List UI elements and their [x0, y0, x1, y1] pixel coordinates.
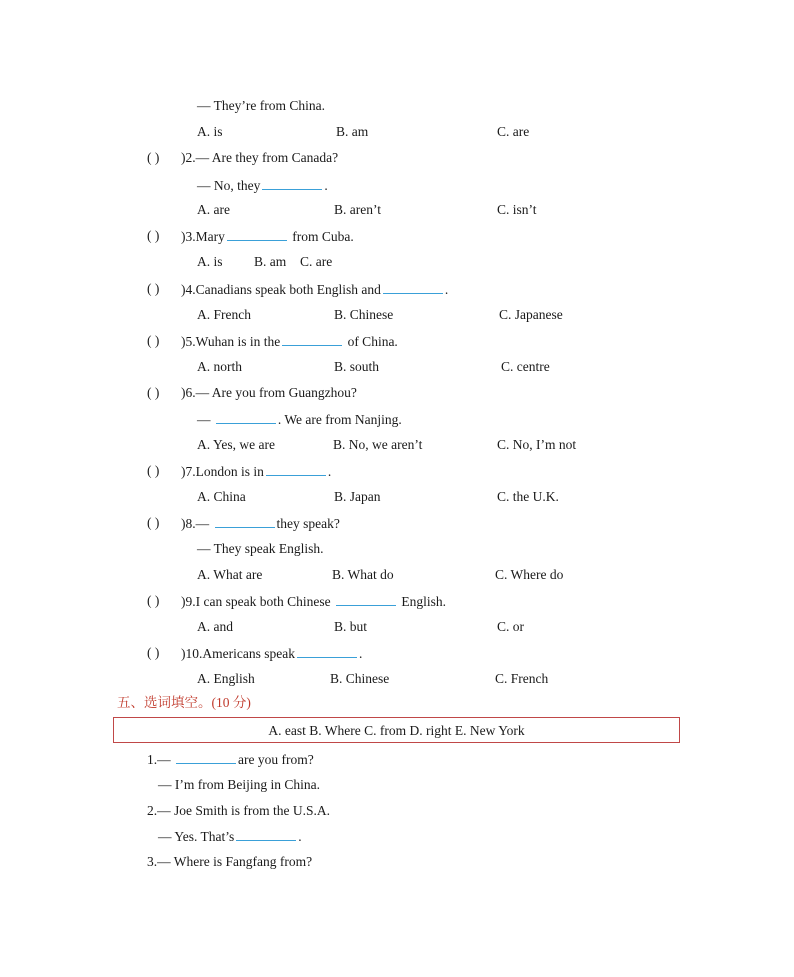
q9-option-b: B. but: [334, 619, 368, 634]
q10-option-a: A. English: [197, 671, 255, 686]
q5-answer-paren: ( ): [147, 333, 160, 348]
q8-stem-prefix: )8.—: [181, 516, 210, 531]
q10-stem-prefix: )10.Americans speak: [181, 646, 295, 661]
q4-option-c: C. Japanese: [499, 307, 563, 322]
q10-stem-suffix: .: [358, 646, 363, 661]
q10-option-b: B. Chinese: [330, 671, 390, 686]
q2-answer-paren: ( ): [147, 150, 160, 165]
q10-option-c: C. French: [495, 671, 549, 686]
q9-blank[interactable]: [336, 593, 396, 606]
q2-answer-line: [197, 177, 328, 194]
q6-answer-prefix: —: [197, 412, 211, 427]
q4-option-a: A. French: [197, 307, 251, 322]
q7-option-c: C. the U.K.: [497, 489, 559, 504]
s5-item-2-suffix: .: [298, 829, 302, 844]
q8-stem: [181, 515, 340, 532]
q3-option-c: C. are: [300, 254, 333, 269]
q2-option-b: B. aren’t: [334, 202, 381, 217]
q4-stem-suffix: .: [444, 282, 449, 297]
q8-answer-paren: ( ): [147, 515, 160, 530]
q6-answer-line: [197, 411, 402, 428]
q7-stem: [181, 463, 331, 480]
s5-item-2-prefix: — Yes. That’s: [158, 829, 235, 844]
q5-stem-prefix: )5.Wuhan is in the: [181, 334, 281, 349]
q6-option-a: A. Yes, we are: [197, 437, 275, 452]
q1-answer: — They’re from China.: [197, 98, 325, 113]
q7-blank[interactable]: [266, 463, 326, 476]
q1-option-c: C. are: [497, 124, 530, 139]
q9-option-a: A. and: [197, 619, 233, 634]
q9-option-c: C. or: [497, 619, 524, 634]
q10-stem: [181, 645, 362, 662]
q7-answer-paren: ( ): [147, 463, 160, 478]
q4-stem: [181, 281, 448, 298]
q2-option-c: C. isn’t: [497, 202, 537, 217]
section-5-title: 五、选词填空。(10 分): [117, 695, 251, 710]
q6-answer-paren: ( ): [147, 385, 160, 400]
q4-option-b: B. Chinese: [334, 307, 394, 322]
q2-blank[interactable]: [262, 177, 322, 190]
q5-blank[interactable]: [282, 333, 342, 346]
q10-answer-paren: ( ): [147, 645, 160, 660]
q9-stem-prefix: )9.I can speak both Chinese: [181, 594, 331, 609]
q2-stem: )2.— Are they from Canada?: [181, 150, 339, 165]
q3-stem-suffix: from Cuba.: [292, 229, 354, 244]
q10-blank[interactable]: [297, 645, 357, 658]
s5-item-1-answer: — I’m from Beijing in China.: [158, 777, 320, 792]
q7-option-a: A. China: [197, 489, 246, 504]
q5-option-c: C. centre: [501, 359, 550, 374]
s5-item-1-suffix: are you from?: [238, 752, 314, 767]
s5-item-1-blank[interactable]: [176, 751, 236, 764]
q3-answer-paren: ( ): [147, 228, 160, 243]
q4-stem-prefix: )4.Canadians speak both English and: [181, 282, 381, 297]
q6-option-c: C. No, I’m not: [497, 437, 577, 452]
q2-answer-prefix: — No, they: [197, 178, 261, 193]
q6-stem: )6.— Are you from Guangzhou?: [181, 385, 357, 400]
q8-option-c: C. Where do: [495, 567, 564, 582]
q7-stem-suffix: .: [327, 464, 332, 479]
q8-stem-suffix: they speak?: [276, 516, 340, 531]
q9-answer-paren: ( ): [147, 593, 160, 608]
q4-answer-paren: ( ): [147, 281, 160, 296]
q9-stem-suffix: English.: [401, 594, 446, 609]
q5-option-b: B. south: [334, 359, 380, 374]
q1-option-b: B. am: [336, 124, 369, 139]
q5-option-a: A. north: [197, 359, 242, 374]
q6-answer-suffix: . We are from Nanjing.: [277, 412, 402, 427]
q7-option-b: B. Japan: [334, 489, 381, 504]
q3-blank[interactable]: [227, 228, 287, 241]
q9-stem: [181, 593, 446, 610]
s5-item-2-blank[interactable]: [236, 828, 296, 841]
q3-stem: [181, 228, 354, 245]
q8-option-b: B. What do: [332, 567, 394, 582]
q5-stem-suffix: of China.: [347, 334, 398, 349]
q8-option-a: A. What are: [197, 567, 263, 582]
q6-option-b: B. No, we aren’t: [333, 437, 423, 452]
q3-option-a: A. is: [197, 254, 223, 269]
q3-option-b: B. am: [254, 254, 287, 269]
s5-item-3-stem: 3.— Where is Fangfang from?: [147, 854, 313, 869]
q6-blank[interactable]: [216, 411, 276, 424]
s5-item-1-prefix: 1.—: [147, 752, 171, 767]
q8-blank[interactable]: [215, 515, 275, 528]
word-bank-box: [113, 717, 680, 743]
q3-stem-prefix: )3.Mary: [181, 229, 225, 244]
q8-answer: — They speak English.: [197, 541, 324, 556]
s5-item-2-answer: [158, 828, 302, 845]
s5-item-2-stem: 2.— Joe Smith is from the U.S.A.: [147, 803, 331, 818]
word-bank: A. east B. Where C. from D. right E. New York: [268, 723, 525, 738]
q7-stem-prefix: )7.London is in: [181, 464, 264, 479]
q2-answer-suffix: .: [324, 178, 328, 193]
q2-option-a: A. are: [197, 202, 230, 217]
q1-option-a: A. is: [197, 124, 223, 139]
q5-stem: [181, 333, 398, 350]
q4-blank[interactable]: [383, 281, 443, 294]
s5-item-1: [147, 751, 314, 768]
